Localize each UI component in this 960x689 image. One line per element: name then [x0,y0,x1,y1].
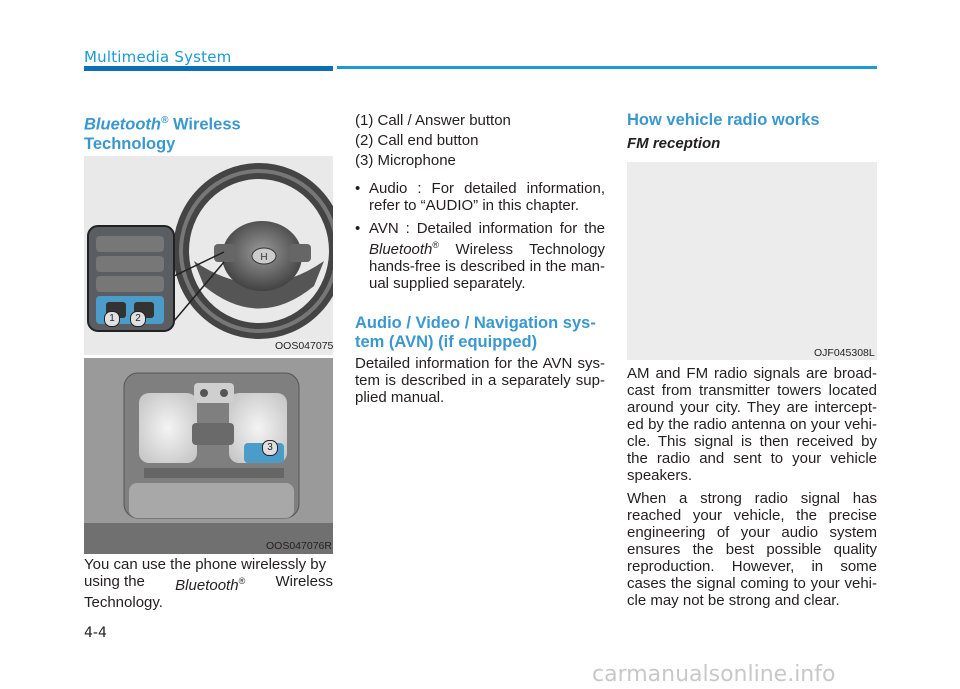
watermark[interactable]: carmanualsonline.info [592,662,836,687]
header-bar [84,66,333,71]
overhead-console-illustration [84,358,333,554]
radio-para2: When a strong radio signal has reached your vehicle, the precise engineering of your audio system ensures the best possible quality reproduction. However, in some cases the signal coming to your vehi-cle may not be strong and clear. [627,490,877,609]
page-number: 4-4 [84,625,107,641]
figure1-caption: OOS047075 [275,340,334,352]
svg-text:H: H [260,252,268,263]
radio-heading: How vehicle radio works [627,111,820,129]
fm-figure-caption: OJF045308L [814,347,875,359]
bullet-avn-b: Wireless Technology hands-free is described in the man-ual supplied separately. [369,241,605,292]
bullet-avn-a: AVN : Detailed information for the [369,220,605,237]
fm-reception-figure [627,162,877,360]
fm-subheading: FM reception [627,135,721,152]
list-item: (2) Call end button [355,132,479,149]
avn-heading-line1: Audio / Video / Navigation sys- [355,314,596,332]
microphone-figure [84,358,333,554]
brand-reg: ® [238,576,246,586]
callout-2: 2 [130,311,146,327]
steering-wheel-figure [84,156,333,355]
radio-para1: AM and FM radio signals are broad-cast from transmitter towers located around your city. They are intercept-ed by the radio antenna on your vehi-cle. This signal is then received by the radio and sent to your vehicle speakers. [627,365,877,484]
brand-text: Bluetooth [175,577,239,594]
avn-heading-line2: tem (AVN) (if equipped) [355,333,538,351]
bluetooth-intro-text [84,556,333,611]
intro-line3: Technology. [84,594,163,611]
steering-wheel-illustration [84,156,333,355]
intro-brand [175,573,245,594]
header-rule [337,66,877,69]
registered-mark: ® [160,115,169,126]
list-item: (1) Call / Answer button [355,112,511,129]
info-bullets [355,180,605,298]
bullet-avn [355,220,605,292]
heading-brand: Bluetooth [84,115,161,134]
list-item: (3) Microphone [355,152,456,169]
radio-body [627,365,877,615]
intro-line2 [84,573,333,594]
button-list [355,111,605,171]
callout-3: 3 [262,440,278,456]
bullet-audio: • Audio : For detailed information, refer to “AUDIO” in this chapter. [355,180,605,214]
intro-line1: You can use the phone wirelessly by [84,556,327,573]
bullet-avn-brand: Bluetooth [369,241,433,258]
section-title: Multimedia System [84,48,232,66]
intro-using: using the [84,573,145,590]
callout-1: 1 [104,311,120,327]
intro-wireless: Wireless [275,573,333,590]
avn-heading [355,314,605,352]
bullet-avn-reg: ® [432,240,440,250]
figure2-caption: OOS047076R [266,540,332,552]
heading-rest: Wireless Technology [84,115,241,153]
avn-body: Detailed information for the AVN sys-tem is described in a separately sup-plied manual. [355,355,605,406]
